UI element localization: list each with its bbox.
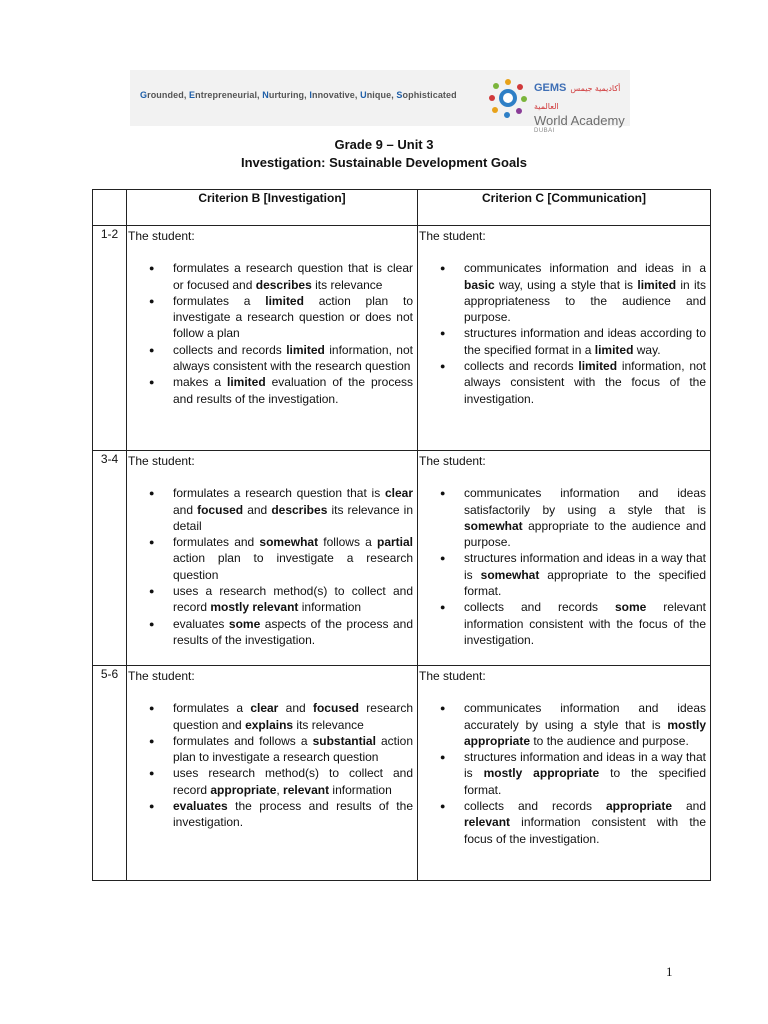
school-motto: Grounded, Entrepreneurial, Nurturing, Innovative, Unique, Sophisticated [140,90,457,100]
emphasis: relevant [283,782,330,797]
emphasis: describes [255,277,312,292]
emphasis: limited [286,342,325,357]
descriptor-item: ● formulates a research question that is clear and focused and describes its relevance in detail [127,485,417,534]
descriptor-item: ● structures information and ideas in a way that is mostly appropriate to the specified format. [418,749,710,798]
descriptor-list [127,485,417,648]
descriptor-list [127,700,417,830]
descriptor-item: ● formulates and somewhat follows a partial action plan to investigate a research question [127,534,417,583]
emphasis: limited [637,277,677,292]
header-criterion-c: Criterion C [Communication] [418,190,711,226]
emphasis: limited [578,359,618,374]
gems-logo-icon [488,78,528,118]
document-subtitle: Investigation: Sustainable Development Goals [240,155,528,170]
header-criterion-b: Criterion B [Investigation] [127,190,418,226]
descriptor-list [418,485,710,648]
descriptor-list [127,260,417,407]
descriptor-item: ● uses a research method(s) to collect and record mostly relevant information [127,583,417,616]
emphasis: partial [376,535,413,550]
emphasis: relevant [464,815,511,830]
header-banner [130,70,630,134]
cell-lead: The student: [128,229,195,243]
table-header-row [93,190,711,226]
descriptor-item: ● collects and records appropriate and relevant information consistent with the focus of the investigation. [418,798,710,847]
header-level [93,190,127,226]
emphasis: mostly appropriate [464,717,706,748]
descriptor-item: ● formulates and follows a substantial action plan to investigate a research question [127,733,417,766]
rubric-table [92,189,711,881]
emphasis: some [228,616,261,631]
descriptor-item: ● collects and records some relevant information consistent with the focus of the investigation. [418,599,710,648]
descriptor-item: ● makes a limited evaluation of the process and results of the investigation. [127,374,417,407]
cell-lead: The student: [419,229,486,243]
criterion-b-cell [127,666,418,881]
emphasis: mostly appropriate [483,766,600,781]
emphasis: clear [384,486,413,501]
emphasis: explains [245,717,294,732]
level-cell: 5-6 [93,666,127,881]
emphasis: basic [464,277,495,292]
descriptor-item: ● formulates a clear and focused research question and explains its relevance [127,700,417,733]
logo-name: World Academy [534,113,625,128]
criterion-c-cell [418,666,711,881]
criterion-b-cell [127,226,418,451]
descriptor-item: ● collects and records limited information, not always consistent with the research question [127,342,417,375]
descriptor-list [418,260,710,407]
cell-lead: The student: [128,669,195,683]
cell-lead: The student: [128,454,195,468]
emphasis: evaluates [173,799,228,814]
descriptor-item: ● formulates a limited action plan to investigate a research question or does not follow a plan [127,293,417,342]
emphasis: limited [594,342,634,357]
descriptor-list [418,700,710,847]
emphasis: mostly relevant [210,600,299,615]
criterion-c-cell [418,226,711,451]
emphasis: substantial [312,733,376,748]
school-logo [488,76,626,134]
descriptor-item: ● communicates information and ideas in a basic way, using a style that is limited in its appropriateness to the audience and purpose. [418,260,710,325]
logo-brand: GEMS [534,82,567,94]
table-row [93,226,711,451]
descriptor-item: ● communicates information and ideas satisfactorily by using a style that is somewhat appropriate to the audience and purpose. [418,485,710,550]
descriptor-item: ● evaluates the process and results of the investigation. [127,798,417,831]
emphasis: somewhat [464,518,523,533]
emphasis: some [614,600,647,615]
emphasis: limited [265,293,304,308]
emphasis: appropriate [210,782,277,797]
emphasis: appropriate [605,799,672,814]
table-row [93,666,711,881]
descriptor-item: ● communicates information and ideas accurately by using a style that is mostly appropriate to the audience and purpose. [418,700,710,749]
descriptor-item: ● uses research method(s) to collect and record appropriate, relevant information [127,765,417,798]
emphasis: somewhat [259,535,319,550]
logo-city: DUBAI [534,128,555,134]
emphasis: focused [312,701,359,716]
logo-arabic: أكاديمية جيمس العالمية [534,84,621,111]
criterion-c-cell [418,451,711,666]
level-cell: 1-2 [93,226,127,451]
descriptor-item: ● formulates a research question that is clear or focused and describes its relevance [127,260,417,293]
cell-lead: The student: [419,669,486,683]
emphasis: clear [250,701,279,716]
emphasis: describes [271,502,328,517]
level-cell: 3-4 [93,451,127,666]
descriptor-item: ● evaluates some aspects of the process and results of the investigation. [127,616,417,649]
page-number: 1 [666,964,673,979]
descriptor-item: ● collects and records limited information, not always consistent with the focus of the investigation. [418,358,710,407]
emphasis: limited [226,375,266,390]
table-row [93,451,711,666]
emphasis: focused [197,502,244,517]
cell-lead: The student: [419,454,486,468]
descriptor-item: ● structures information and ideas in a way that is somewhat appropriate to the specified format. [418,550,710,599]
criterion-b-cell [127,451,418,666]
document-title: Grade 9 – Unit 3 [334,137,434,152]
descriptor-item: ● structures information and ideas according to the specified format in a limited way. [418,325,710,358]
emphasis: somewhat [480,567,540,582]
